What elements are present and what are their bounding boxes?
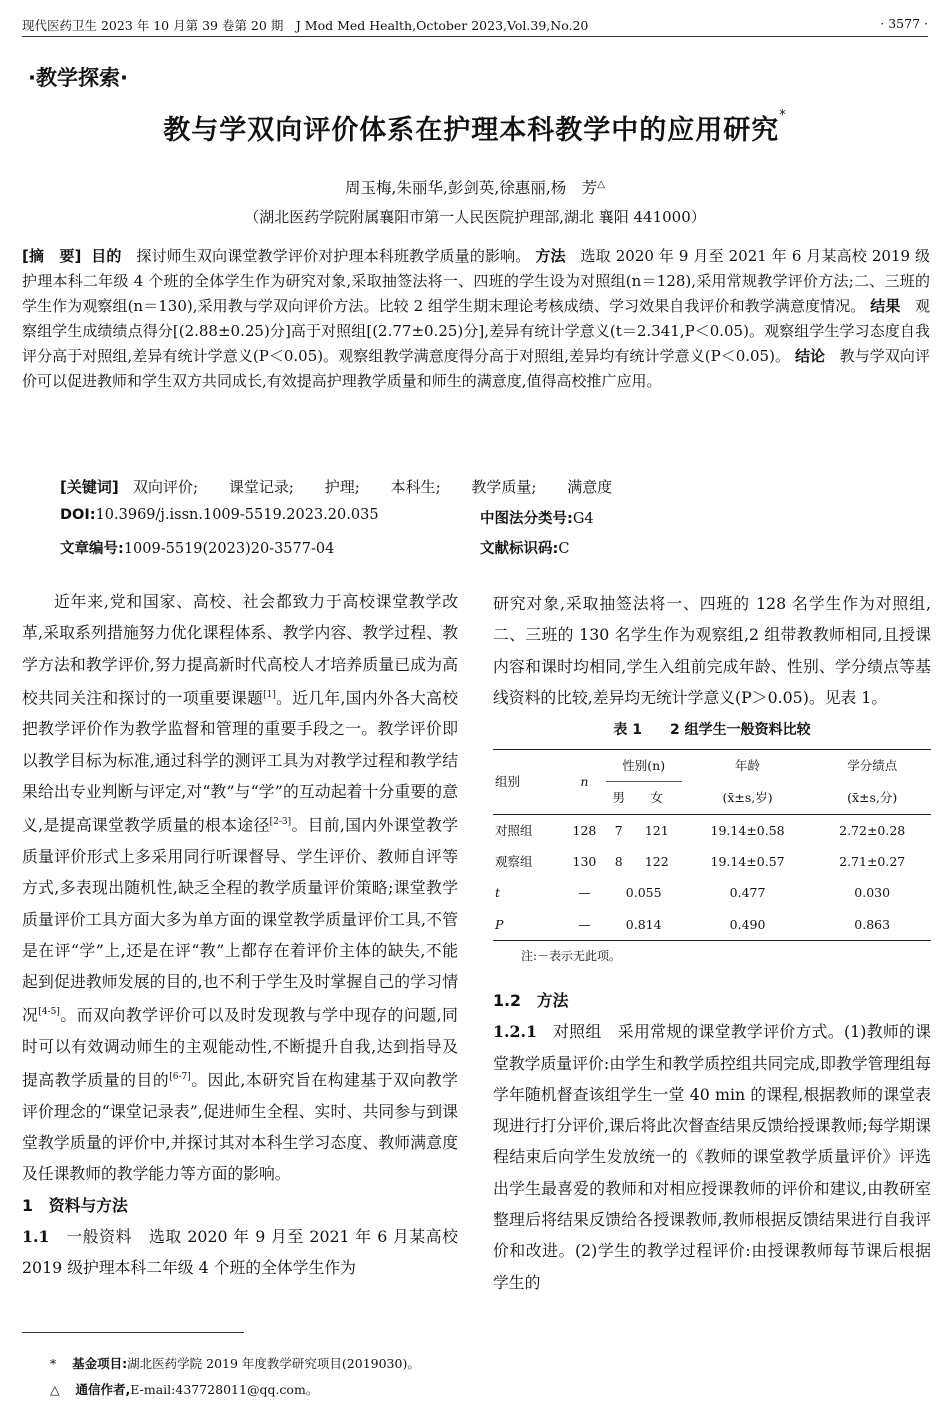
keyword-item: 教学质量; [471,478,537,496]
keyword-item: 本科生; [390,478,441,496]
cell-male: 8 [614,854,623,870]
cell-n: — [578,885,591,901]
correspondence-footnote [50,1380,318,1398]
abstract-label: [摘 要] [22,247,82,265]
cell-gpa: 2.71±0.27 [839,854,906,870]
cell-n: 128 [572,822,597,838]
result-text: 观察组学生成绩绩点得分[(2.88±0.25)分]高于对照组[(2.77±0.25)分],差异有统计学意义(t＝2.341,P＜0.05)。观察组学生学习态度自我评分高于对照组,差异有统计学意义(P＜0.05)。观察组教学满意度得分高于对照组,差异均有统计学意义(P＜0.05)。 [22,297,930,365]
result-label: 结果 [870,297,901,315]
cell-gpa: 2.72±0.28 [839,822,906,838]
intro-text-1: 近年来,党和国家、高校、社会都致力于高校课堂教学改革,采取系列措施努力优化课程体系、教学内容、教学过程、教学方法和教学评价,努力提高新时代高校人才培养质量已成为高校共同关注和探讨的一项重要课题 [22,592,458,708]
col-header-n: n [580,774,589,790]
general-info-paragraph [22,1221,458,1284]
heading-1-1-title: 一般资料 [66,1227,133,1246]
purpose-text: 探讨师生双向课堂教学评价对护理本科班教学质量的影响。 [136,247,531,265]
fund-footnote [50,1354,420,1372]
col-header-sex: 性别(n) [606,750,682,782]
cell-age: 19.14±0.57 [710,854,785,870]
clc-value: G4 [572,511,594,527]
fund-mark: * [50,1356,57,1371]
intro-text-3: 。目前,国内外课堂教学质量评价形式上多采用同行听课督导、学生评价、教师自评等方式,多表现出随机性,缺乏全程的教学质量评价策略;课堂教学质量评价工具方面大多为单方面的课堂教学质量评价工具,不管是在评“学”上,还是在评“教”上都存在着评价主体的缺失,不能起到促进教师发展的目的,也不利于学生及时掌握自己的学习情况 [22,815,458,1025]
cell-sex: 0.055 [625,885,662,901]
control-group-paragraph [493,1016,931,1298]
corr-email: E-mail:437728011@qq.com。 [130,1382,319,1397]
method-label: 方法 [535,247,566,265]
keyword-item: 护理; [324,478,360,496]
cell-n: 130 [572,854,597,870]
cell-group: 对照组 [495,822,533,838]
intro-text-2: 。近几年,国内外各大高校把教学评价作为教学监督和管理的重要手段之一。教学评价即以教学目标为标准,通过科学的测评工具为对教学过程和教学结果给出专业判断与评定,对“教”与“学”的互动起着十分重要的意义,是提高课堂教学质量的根本途径 [22,688,458,835]
cell-age: 0.477 [729,885,766,901]
section-label: ·教学探索· [28,66,128,90]
fund-text: 湖北医药学院 2019 年度教学研究项目(2019030)。 [127,1356,420,1371]
running-header [22,14,928,37]
general-info-text: 选取 2020 年 9 月至 2021 年 6 月某高校 2019 级护理本科二年级 4 个班的全体学生作为 [22,1227,458,1278]
clc [480,507,594,528]
cell-stat-label: t [495,885,501,901]
col-header-gpa: 学分绩点 [847,758,898,774]
table-row [493,814,931,846]
keywords-label: [关键词] [60,478,119,496]
article-title [0,108,950,147]
citation: [2-3] [269,817,292,828]
cell-sex: 0.814 [625,916,662,932]
control-group-text: 采用常规的课堂教学评价方式。(1)教师的课堂教学质量评价:由学生和教学质控组共同完成,即教学管理组每学年随机督查该组学生一堂 40 min 的课程,根据教师的课堂表现进行打分评价,课后将此次督查结果反馈给授课教师;每学期课程结束后向学生发放统一的《教师的课堂教学质量评价》评选出学生最喜爱的教师和对相应授课教师的评价和建议,由教研室整理后将结果反馈给各授课教师,教师根据反馈结果进行自我评价和改进。(2)学生的教学过程评价:由授课教师每节课后根据学生的 [493,1022,931,1292]
doi-value: 10.3969/j.issn.1009-5519.2023.20.035 [95,507,379,523]
cell-age: 0.490 [729,916,766,932]
conclusion-text: 教与学双向评价可以促进教师和学生双方共同成长,有效提高护理教学质量和师生的满意度,值得高校推广应用。 [22,347,930,390]
cell-gpa: 0.030 [854,885,891,901]
table-caption: 表 1 2 组学生一般资料比较 [613,722,811,739]
journal-citation: 现代医药卫生 2023 年 10 月第 39 卷第 20 期 J Mod Med Health,October 2023,Vol.39,No.20 [22,18,589,33]
col-header-female: 女 [650,790,664,806]
corr-label: 通信作者, [75,1382,131,1397]
method-text: 选取 2020 年 9 月至 2021 年 6 月某高校 2019 级护理本科二年级 4 个班的全体学生作为研究对象,采取抽签法将一、四班的学生设为对照组(n＝128),采用常规教学评价方法;二、三班的学生作为观察组(n＝130),采用教与学双向评价方法。比较 2 组学生期末理论考核成绩、学习效果自我评价和教学满意度情况。 [22,247,930,315]
conclusion-label: 结论 [794,347,826,365]
table-row [493,846,931,877]
cell-n: — [578,916,591,932]
col-header-age-unit: (x̄±s,岁) [722,790,773,806]
corresponding-mark: △ [597,178,605,190]
heading-materials-methods: 1 资料与方法 [22,1195,128,1215]
article-number-value: 1009-5519(2023)20-3577-04 [123,541,335,557]
citation: [4-5] [38,1007,60,1018]
doi [60,507,379,523]
left-column [22,586,458,1284]
fund-label: 基金项目: [72,1356,128,1371]
keyword-item: 双向评价; [133,478,199,496]
cell-gpa: 0.863 [854,916,891,932]
document-code-label: 文献标识码: [480,541,559,557]
intro-text-4: 。而双向教学评价可以及时发现教与学中现存的问题,同时可以有效调动师生的主观能动性,不断提升自我,达到指导及提高教学质量的目的 [22,1005,458,1090]
baseline-table [493,749,931,941]
article-number-label: 文章编号: [60,541,124,557]
heading-1-2-1-number: 1.2.1 [493,1022,537,1042]
cell-group: 观察组 [495,854,533,870]
cell-male: 7 [614,822,623,838]
article-number [60,537,334,558]
right-column [493,588,931,1298]
intro-text-5: 。因此,本研究旨在构建基于双向教学评价理念的“课堂记录表”,促进师生全程、实时、共同参与到课堂教学质量的评价中,并探讨其对本科生学习态度、教师满意度及任课教师的教学能力等方面的影响。 [22,1070,458,1184]
keywords [60,476,638,497]
purpose-label: 目的 [91,247,122,265]
page-number: · 3577 · [880,16,928,31]
corr-mark: △ [50,1382,60,1397]
title-fund-mark: * [779,108,787,123]
subjects-paragraph: 研究对象,采取抽签法将一、四班的 128 名学生作为对照组,二、三班的 130 名学生作为观察组,2 组带教教师相同,且授课内容和课时均相同,学生入组前完成年龄、性别、学分绩点等基线资料的比较,差异均无统计学意义(P＞0.05)。见表 1。 [493,594,931,707]
abstract [22,244,930,394]
cell-female: 121 [644,822,669,838]
cell-age: 19.14±0.58 [710,822,785,838]
clc-label: 中图法分类号: [480,511,573,527]
heading-1-1-number: 1.1 [22,1227,50,1246]
table-note: 注:－表示无此项。 [521,948,622,963]
citation: [6-7] [169,1072,191,1083]
citation: [1] [263,689,276,700]
author-list [0,176,950,198]
document-code-value: C [558,541,570,557]
heading-1-2: 1.2 方法 [493,990,569,1010]
col-header-age: 年龄 [735,758,761,774]
col-header-male: 男 [612,790,625,806]
affiliation: （湖北医药学院附属襄阳市第一人民医院护理部,湖北 襄阳 441000） [244,208,706,226]
cell-stat-label: P [495,916,504,932]
cell-female: 122 [644,854,669,870]
document-code [480,537,569,558]
authors-text: 周玉梅,朱丽华,彭剑英,徐惠丽,杨 芳 [345,179,598,197]
col-header-group: 组别 [495,774,521,790]
table-row-p [493,909,931,941]
footnote-divider [22,1332,244,1333]
title-text: 教与学双向评价体系在护理本科教学中的应用研究 [163,115,780,146]
keyword-item: 满意度 [567,478,613,496]
table-row-t [493,877,931,908]
heading-1-2-1-title: 对照组 [553,1022,602,1042]
intro-paragraph [22,586,458,1190]
col-header-gpa-unit: (x̄±s,分) [847,790,898,806]
doi-label: DOI: [60,507,96,523]
keyword-item: 课堂记录; [228,478,294,496]
